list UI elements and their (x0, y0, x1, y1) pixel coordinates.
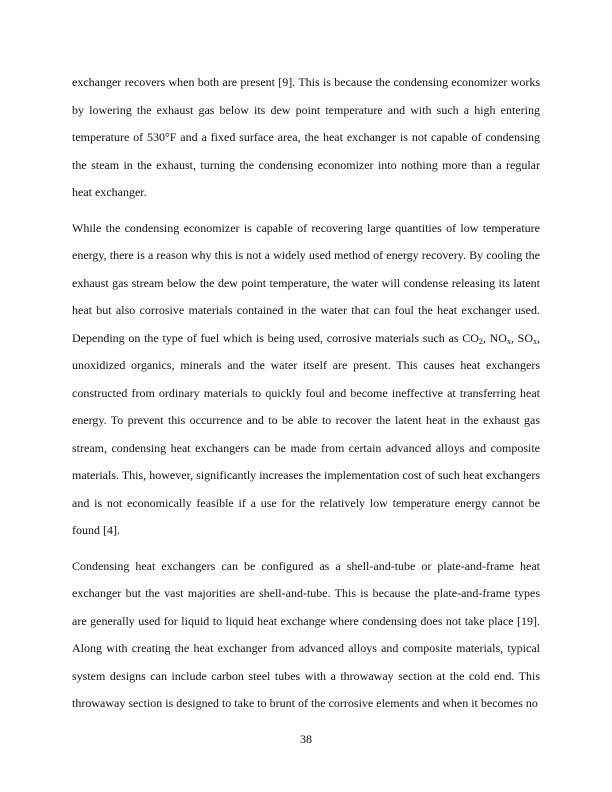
paragraph-2-text-d: , unoxidized organics, minerals and the water itself are present. This causes heat exchangers constructed from ordinary materials to quickly foul and become ineffective at transferring heat energy. To prevent this occurrence and to be able to recover the latent heat in the exhaust gas stream, condensing heat exchangers can be made from certain advanced alloys and composite materials. This, however, significantly increases the implementation cost of such heat exchangers and is not economically feasible if a use for the relatively low temperature energy cannot be found [4]. (72, 330, 540, 537)
paragraph-2-text-b: , NO (482, 330, 507, 345)
subscript-co2: 2 (478, 336, 483, 346)
paragraph-2 (72, 215, 540, 545)
body-text (72, 69, 540, 726)
page-number: 38 (300, 732, 312, 746)
paragraph-1: exchanger recovers when both are present [9]. This is because the condensing economizer works by lowering the exhaust gas below its dew point temperature and with such a high entering temperature of 530°F and a fixed surface area, the heat exchanger is not capable of condensing the steam in the exhaust, turning the condensing economizer into nothing more than a regular heat exchanger. (72, 75, 540, 199)
paragraph-3: Condensing heat exchangers can be configured as a shell-and-tube or plate-and-frame heat exchanger but the vast majorities are shell-and-tube. This is because the plate-and-frame types are generally used for liquid to liquid heat exchange where condensing does not take place [19]. Along with creating the heat exchanger from advanced alloys and composite materials, typical system designs can include carbon steel tubes with a throwaway section at the cold end. This throwaway section is designed to take to brunt of the corrosive elements and when it becomes no (72, 558, 540, 710)
subscript-nox: x (506, 336, 511, 346)
paragraph-2-text-c: , SO (510, 330, 533, 345)
subscript-sox: x (533, 336, 537, 346)
paragraph-2-text-a: While the condensing economizer is capable of recovering large quantities of low temperature energy, there is a reason why this is not a widely used method of energy recovery. By cooling the exhaust gas stream below the dew point temperature, the water will condense releasing its latent heat but also corrosive materials contained in the water that can foul the heat exchanger used. Depending on the type of fuel which is being used, corrosive materials such as CO (72, 220, 540, 345)
